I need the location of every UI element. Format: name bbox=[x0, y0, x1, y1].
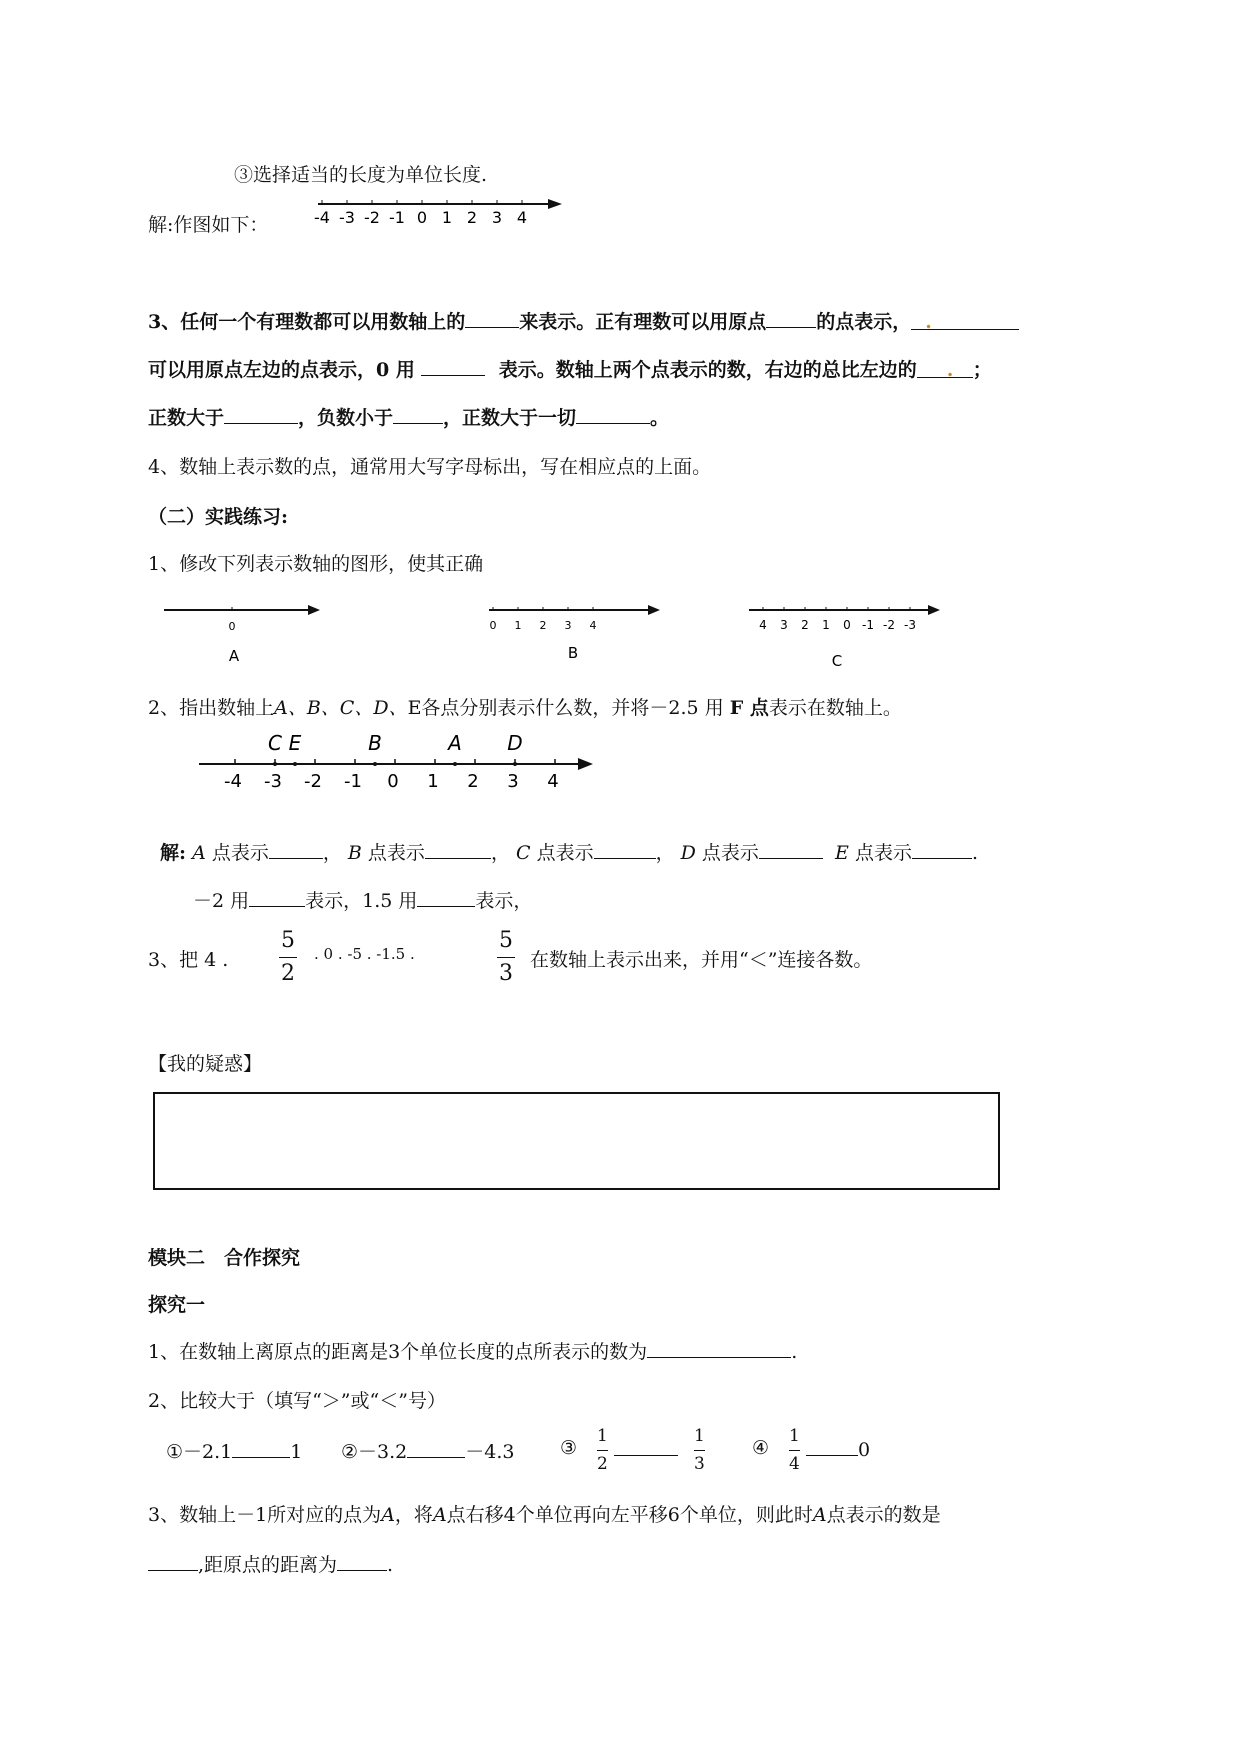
inquiry-1-title: 探究一 bbox=[148, 1294, 206, 1316]
practice-item-1: 1、修改下列表示数轴的图形，使其正确 bbox=[148, 553, 484, 575]
point-label: B bbox=[368, 731, 382, 755]
blank[interactable] bbox=[148, 1552, 198, 1571]
fraction-1-4: 1 4 bbox=[789, 1426, 800, 1474]
fraction-5-2: 5 2 bbox=[281, 928, 295, 986]
tick-label: 2 bbox=[467, 771, 479, 792]
tick-label: -4 bbox=[224, 771, 242, 792]
practice-item-3-mid: . 0 . -5 . -1.5 . bbox=[314, 945, 415, 963]
point-marker bbox=[513, 762, 517, 766]
blank[interactable] bbox=[249, 888, 305, 907]
inquiry-q3-line1: 3、数轴上－1所对应的点为A，将A点右移4个单位再向左平移6个单位，则此时A点表示的数是 bbox=[148, 1504, 941, 1526]
tick-label: -1 bbox=[344, 771, 362, 792]
compare-1: ①－2.1 1 bbox=[166, 1441, 303, 1463]
inquiry-q2: 2、比较大于（填写“＞”或“＜”号） bbox=[148, 1390, 446, 1412]
point-marker bbox=[453, 762, 457, 766]
blank[interactable] bbox=[465, 309, 519, 328]
blank[interactable]: . bbox=[911, 311, 1019, 330]
figure-a-label: A bbox=[228, 647, 240, 665]
practice-item-3-end: 在数轴上表示出来，并用“＜”连接各数。 bbox=[530, 949, 873, 971]
tick-label: -3 bbox=[339, 208, 355, 227]
solution-line-1: 解: A 点表示 ， B 点表示 ， C 点表示 ， D 点表示 E 点表示 . bbox=[160, 842, 979, 864]
point-marker bbox=[293, 762, 297, 766]
point-label: A bbox=[448, 731, 462, 755]
point-label: C bbox=[268, 731, 282, 755]
tick-label: 1 bbox=[514, 619, 522, 632]
figure-c-number-line bbox=[745, 598, 945, 678]
practice-item-2: 2、指出数轴上A、B、C、D、E各点分别表示什么数，并将－2.5 用 F 点表示在数轴上。 bbox=[148, 697, 902, 719]
point-label: D bbox=[507, 731, 523, 755]
point-marker bbox=[273, 762, 277, 766]
fraction-5-3: 5 3 bbox=[499, 928, 513, 986]
figure-a-number-line bbox=[160, 598, 330, 668]
tick-label: 3 bbox=[564, 619, 572, 632]
fraction-1-2: 1 2 bbox=[597, 1426, 608, 1474]
tick-label: 4 bbox=[516, 208, 528, 227]
tick-label: 0 bbox=[416, 208, 428, 227]
figure-b-number-line bbox=[485, 598, 665, 668]
doubt-title: 【我的疑惑】 bbox=[148, 1053, 263, 1075]
number-line-points bbox=[195, 730, 605, 800]
q4-text: 4、数轴上表示数的点，通常用大写字母标出，写在相应点的上面。 bbox=[148, 456, 712, 478]
inquiry-q1: 1、在数轴上离原点的距离是3个单位长度的点所表示的数为 . bbox=[148, 1341, 798, 1363]
blank[interactable] bbox=[576, 405, 650, 424]
tick-label: 3 bbox=[780, 618, 788, 632]
point-marker bbox=[373, 762, 377, 766]
tick-label: 0 bbox=[843, 618, 851, 632]
tick-label: 4 bbox=[589, 619, 597, 632]
point-label: E bbox=[288, 731, 302, 755]
inquiry-q3-line2: ,距原点的距离为 . bbox=[148, 1550, 393, 1577]
tick-label: 0 bbox=[387, 771, 399, 792]
step-3-text: ③选择适当的长度为单位长度. bbox=[234, 164, 488, 186]
figure-a-tick: 0 bbox=[228, 620, 236, 633]
tick-label: 2 bbox=[466, 208, 478, 227]
q3-line2: 可以用原点左边的点表示，0 用 表示。数轴上两个点表示的数，右边的总比左边的 . ； bbox=[148, 359, 992, 381]
practice-title: （二）实践练习: bbox=[148, 506, 289, 528]
tick-label: 0 bbox=[489, 619, 497, 632]
compare-3-label: ③ bbox=[560, 1437, 578, 1459]
blank[interactable] bbox=[232, 1439, 290, 1458]
solution-line-2: －2 用 表示，1.5 用 表示， bbox=[193, 890, 533, 912]
blank[interactable] bbox=[393, 405, 443, 424]
fraction-1-3: 1 3 bbox=[694, 1426, 705, 1474]
compare-2: ②－3.2 －4.3 bbox=[341, 1441, 515, 1463]
q3-line3: 正数大于 ，负数小于 ，正数大于一切 。 bbox=[148, 407, 670, 429]
tick-label: 4 bbox=[547, 771, 559, 792]
tick-label: 1 bbox=[441, 208, 453, 227]
tick-label: -3 bbox=[904, 618, 916, 632]
blank[interactable]: . bbox=[917, 359, 973, 378]
blank[interactable] bbox=[759, 840, 823, 859]
compare-4-label: ④ bbox=[752, 1437, 770, 1459]
tick-label: -3 bbox=[264, 771, 282, 792]
blank[interactable] bbox=[425, 840, 491, 859]
blank[interactable] bbox=[647, 1339, 791, 1358]
tick-label: 2 bbox=[801, 618, 809, 632]
figure-c-label: C bbox=[831, 652, 843, 670]
tick-label: -2 bbox=[883, 618, 895, 632]
tick-label: 1 bbox=[427, 771, 439, 792]
tick-label: 2 bbox=[539, 619, 547, 632]
tick-label: 3 bbox=[491, 208, 503, 227]
blank[interactable] bbox=[806, 1437, 858, 1456]
blank[interactable] bbox=[407, 1439, 465, 1458]
tick-label: 4 bbox=[759, 618, 767, 632]
module-2-title: 模块二 合作探究 bbox=[148, 1247, 301, 1269]
q3-line1: 3、任何一个有理数都可以用数轴上的 来表示。正有理数可以用原点 的点表示， . bbox=[148, 307, 1019, 334]
tick-label: 1 bbox=[822, 618, 830, 632]
blank[interactable] bbox=[417, 888, 475, 907]
blank[interactable] bbox=[337, 1552, 387, 1571]
blank[interactable] bbox=[421, 357, 485, 376]
tick-label: -4 bbox=[314, 208, 330, 227]
figure-b-label: B bbox=[567, 644, 579, 662]
answer-label: 解:作图如下： bbox=[148, 214, 269, 236]
tick-label: -1 bbox=[862, 618, 874, 632]
blank[interactable] bbox=[269, 840, 323, 859]
compare-3-blank[interactable] bbox=[614, 1437, 678, 1456]
blank[interactable] bbox=[766, 309, 816, 328]
tick-label: 3 bbox=[507, 771, 519, 792]
blank[interactable] bbox=[594, 840, 656, 859]
doubt-box[interactable] bbox=[153, 1092, 1000, 1190]
tick-label: -1 bbox=[389, 208, 405, 227]
blank[interactable] bbox=[912, 840, 972, 859]
tick-label: -2 bbox=[364, 208, 380, 227]
tick-label: -2 bbox=[304, 771, 322, 792]
practice-item-3-start: 3、把 4 . bbox=[148, 949, 229, 971]
blank[interactable] bbox=[224, 405, 298, 424]
number-line-answer bbox=[300, 190, 570, 230]
compare-4: 0 bbox=[806, 1437, 870, 1461]
